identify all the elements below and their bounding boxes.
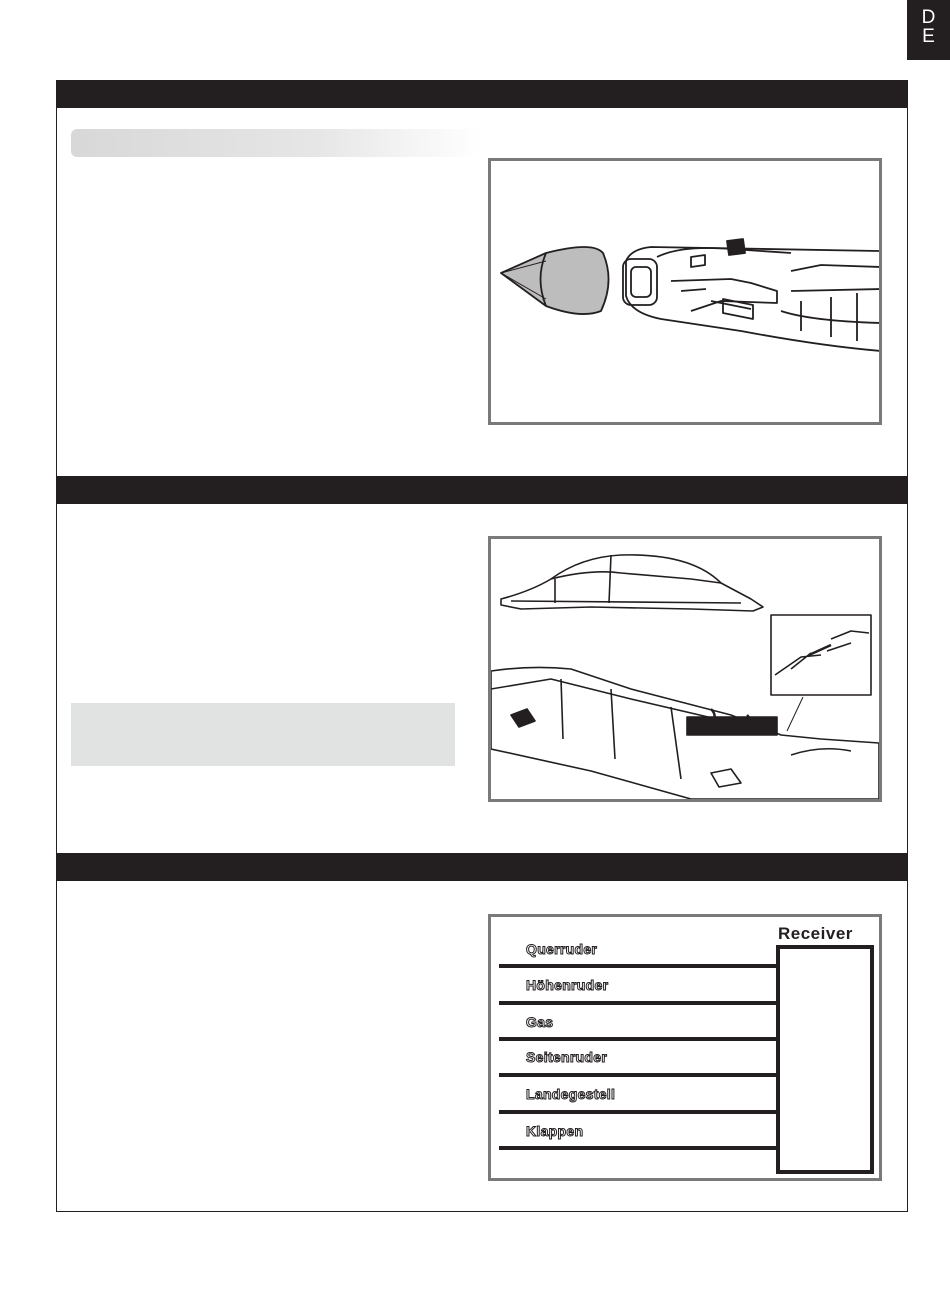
figure-nose-cone — [488, 158, 882, 425]
channel-label-landing-gear: Landegestell — [526, 1086, 616, 1102]
figure-canopy-battery — [488, 536, 882, 802]
channel-label-throttle: Gas — [526, 1014, 554, 1030]
note-box — [71, 703, 455, 766]
subheading-bar — [71, 129, 481, 157]
language-tab-letter-2: E — [922, 26, 935, 47]
channel-label-aileron: Querruder — [526, 941, 598, 957]
canopy-battery-illustration — [491, 539, 879, 799]
receiver-box — [778, 947, 872, 1172]
channel-label-flaps: Klappen — [526, 1123, 584, 1139]
channel-label-elevator: Höhenruder — [526, 977, 609, 993]
section-header-bar-2 — [56, 476, 908, 504]
channel-label-rudder: Seitenruder — [526, 1049, 608, 1065]
section-header-bar-3 — [56, 853, 908, 881]
section-header-bar-1 — [56, 80, 908, 108]
language-tab — [907, 0, 950, 60]
language-tab-letter-1: D — [921, 7, 936, 28]
nose-cone-illustration — [491, 161, 879, 422]
receiver-label: Receiver — [778, 924, 853, 943]
